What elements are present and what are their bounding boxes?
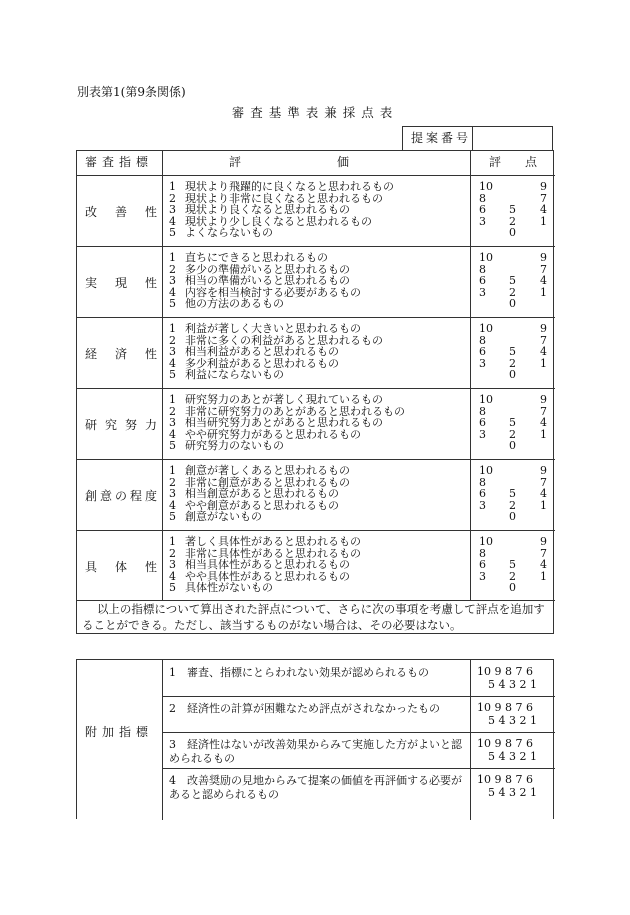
item-text: 多少の準備がいると思われるもの: [185, 262, 350, 276]
item-number: 4: [169, 356, 176, 370]
criterion-name: 改善性: [85, 205, 157, 219]
item-text: 内容を相当検討する必要があるもの: [185, 285, 361, 299]
item-number: 3: [169, 487, 176, 501]
score-option[interactable]: 6: [479, 203, 486, 217]
score-option[interactable]: 10: [479, 180, 493, 193]
item-number: 2: [169, 475, 176, 489]
score-option[interactable]: 6: [479, 558, 486, 572]
item-text: やや具体性があると思われるもの: [185, 569, 350, 583]
score-option[interactable]: 3: [479, 285, 486, 299]
score-option[interactable]: 0: [509, 510, 516, 524]
criterion-name: 実現性: [85, 276, 157, 290]
score-option[interactable]: 5: [509, 558, 516, 572]
score-option[interactable]: 7: [540, 404, 547, 418]
item-number: 4: [169, 214, 176, 228]
additional-item-text: 1 審査、指標にとらわれない効果が認められるもの: [169, 666, 429, 679]
score-option[interactable]: 5: [509, 487, 516, 501]
document-title: 審査基準表兼採点表: [231, 105, 399, 120]
item-text: 多少利益があると思われるもの: [185, 356, 339, 370]
item-number: 5: [169, 510, 176, 524]
score-option[interactable]: 7: [540, 333, 547, 347]
score-option[interactable]: 9: [540, 322, 547, 335]
additional-score-top[interactable]: 10 9 8 7 6: [477, 737, 533, 750]
item-text: 他の方法のあるもの: [185, 297, 284, 311]
criterion-name: 具体性: [85, 560, 157, 574]
score-option[interactable]: 1: [540, 569, 547, 583]
item-number: 4: [169, 427, 176, 441]
score-option[interactable]: 0: [509, 581, 516, 595]
item-text: 現状より良くなると思われるもの: [185, 203, 350, 217]
item-number: 2: [169, 546, 176, 560]
score-option[interactable]: 4: [540, 203, 547, 217]
score-option[interactable]: 6: [479, 487, 486, 501]
item-text: 非常に創意があると思われるもの: [185, 475, 350, 489]
score-option[interactable]: 2: [509, 285, 516, 299]
criteria-table: [76, 150, 554, 634]
item-text: 現状より少し良くなると思われるもの: [185, 214, 372, 228]
score-option[interactable]: 10: [479, 464, 493, 477]
item-text: 創意が著しくあると思われるもの: [185, 464, 350, 477]
score-option[interactable]: 4: [540, 487, 547, 501]
score-option[interactable]: 8: [479, 333, 486, 347]
additional-score-bottom[interactable]: 5 4 3 2 1: [488, 750, 537, 763]
score-option[interactable]: 0: [509, 439, 516, 453]
score-option[interactable]: 10: [479, 535, 493, 548]
item-text: 現状より非常に良くなると思われるもの: [185, 191, 383, 205]
item-text: 相当利益があると思われるもの: [185, 345, 339, 359]
item-text: 相当の準備がいると思われるもの: [185, 274, 350, 288]
item-text: 著しく具体性があると思われるもの: [185, 535, 361, 548]
item-number: 5: [169, 439, 176, 453]
score-option[interactable]: 6: [479, 274, 486, 288]
item-text: 創意がないもの: [185, 510, 262, 524]
additional-item-text: 2 経済性の計算が困難なため評点がされなかったもの: [169, 702, 440, 715]
score-option[interactable]: 8: [479, 191, 486, 205]
score-option[interactable]: 1: [540, 285, 547, 299]
item-text: やや創意があると思われるもの: [185, 498, 339, 512]
score-option[interactable]: 9: [540, 535, 547, 548]
score-option[interactable]: 1: [540, 427, 547, 441]
criterion-name: 創意の程度: [85, 489, 157, 503]
item-number: 4: [169, 285, 176, 299]
item-number: 1: [169, 464, 176, 477]
score-option[interactable]: 0: [509, 226, 516, 240]
item-number: 1: [169, 535, 176, 548]
item-number: 1: [169, 393, 176, 406]
item-number: 1: [169, 251, 176, 264]
score-option[interactable]: 3: [479, 214, 486, 228]
score-option[interactable]: 10: [479, 322, 493, 335]
score-option[interactable]: 5: [509, 416, 516, 430]
additional-criteria-table: [76, 659, 554, 819]
item-number: 1: [169, 180, 176, 193]
score-option[interactable]: 1: [540, 214, 547, 228]
item-text: 現状より飛躍的に良くなると思われるもの: [185, 180, 394, 193]
additional-score-bottom[interactable]: 5 4 3 2 1: [488, 714, 537, 727]
item-number: 2: [169, 404, 176, 418]
score-option[interactable]: 2: [509, 427, 516, 441]
additional-criteria-label: 附加指標: [85, 725, 154, 739]
proposal-number-box: [402, 126, 553, 151]
score-option[interactable]: 2: [509, 356, 516, 370]
score-option[interactable]: 3: [479, 356, 486, 370]
score-option[interactable]: 4: [540, 274, 547, 288]
item-number: 3: [169, 345, 176, 359]
score-option[interactable]: 1: [540, 498, 547, 512]
item-text: 利益が著しく大きいと思われるもの: [185, 322, 361, 335]
score-option[interactable]: 4: [540, 345, 547, 359]
score-option[interactable]: 8: [479, 404, 486, 418]
item-number: 4: [169, 569, 176, 583]
item-number: 2: [169, 333, 176, 347]
appendix-note: 別表第1(第9条関係): [77, 85, 186, 99]
score-option[interactable]: 6: [479, 345, 486, 359]
score-option[interactable]: 3: [479, 498, 486, 512]
score-option[interactable]: 9: [540, 251, 547, 264]
score-option[interactable]: 5: [509, 345, 516, 359]
score-option[interactable]: 7: [540, 191, 547, 205]
score-option[interactable]: 10: [479, 251, 493, 264]
item-number: 5: [169, 368, 176, 382]
item-text: 非常に具体性があると思われるもの: [185, 546, 361, 560]
additional-item-text: 4 改善奨励の見地からみて提案の価値を再評価する必要があると認められるもの: [169, 774, 462, 801]
item-text: 研究努力のないもの: [185, 439, 284, 453]
additional-item-text: 3 経済性はないが改善効果からみて実施した方がよいと認められるもの: [169, 738, 462, 765]
score-option[interactable]: 2: [509, 498, 516, 512]
item-text: 利益にならないもの: [185, 368, 284, 382]
score-option[interactable]: 3: [479, 569, 486, 583]
item-number: 2: [169, 262, 176, 276]
score-option[interactable]: 7: [540, 475, 547, 489]
header-evaluation: 評 価: [229, 155, 350, 169]
item-text: 具体性がないもの: [185, 581, 273, 595]
header-score: 評 点: [489, 155, 538, 169]
score-option[interactable]: 10: [479, 393, 493, 406]
item-number: 3: [169, 416, 176, 430]
score-option[interactable]: 9: [540, 180, 547, 193]
score-option[interactable]: 0: [509, 368, 516, 382]
additional-score-top[interactable]: 10 9 8 7 6: [477, 665, 533, 678]
item-text: 直ちにできると思われるもの: [185, 251, 328, 264]
score-option[interactable]: 9: [540, 464, 547, 477]
item-number: 1: [169, 322, 176, 335]
score-option[interactable]: 9: [540, 393, 547, 406]
criterion-name: 研究努力: [85, 418, 157, 432]
item-text: 研究努力のあとが著しく現れているもの: [185, 393, 383, 406]
score-option[interactable]: 4: [540, 558, 547, 572]
item-number: 5: [169, 581, 176, 595]
score-option[interactable]: 1: [540, 356, 547, 370]
additional-score-top[interactable]: 10 9 8 7 6: [477, 701, 533, 714]
additional-score-top[interactable]: 10 9 8 7 6: [477, 773, 533, 786]
item-number: 5: [169, 226, 176, 240]
additional-score-bottom[interactable]: 5 4 3 2 1: [488, 678, 537, 691]
item-text: やや研究努力があると思われるもの: [185, 427, 361, 441]
score-option[interactable]: 6: [479, 416, 486, 430]
item-text: 非常に多くの利益があると思われるもの: [185, 333, 383, 347]
score-option[interactable]: 8: [479, 546, 486, 560]
score-option[interactable]: 5: [509, 203, 516, 217]
item-number: 4: [169, 498, 176, 512]
score-option[interactable]: 4: [540, 416, 547, 430]
item-number: 3: [169, 558, 176, 572]
score-option[interactable]: 2: [509, 569, 516, 583]
item-number: 3: [169, 274, 176, 288]
item-number: 5: [169, 297, 176, 311]
item-text: 相当創意があると思われるもの: [185, 487, 339, 501]
additional-score-bottom[interactable]: 5 4 3 2 1: [488, 786, 537, 799]
score-option[interactable]: 3: [479, 427, 486, 441]
header-criterion: 審査指標: [85, 155, 154, 169]
score-option[interactable]: 8: [479, 475, 486, 489]
score-option[interactable]: 0: [509, 297, 516, 311]
score-option[interactable]: 8: [479, 262, 486, 276]
score-option[interactable]: 7: [540, 546, 547, 560]
item-number: 2: [169, 191, 176, 205]
score-option[interactable]: 2: [509, 214, 516, 228]
item-text: よくならないもの: [185, 226, 273, 240]
score-option[interactable]: 7: [540, 262, 547, 276]
footnote-text: 以上の指標について算出された評点について、さらに次の事項を考慮して評点を追加することができる。ただし、該当するものがない場合は、その必要はない。: [82, 602, 545, 632]
item-text: 非常に研究努力のあとがあると思われるもの: [185, 404, 405, 418]
item-text: 相当研究努力あとがあると思われるもの: [185, 416, 383, 430]
score-option[interactable]: 5: [509, 274, 516, 288]
proposal-number-label: 提案番号: [411, 131, 472, 145]
criterion-name: 経済性: [85, 347, 157, 361]
item-number: 3: [169, 203, 176, 217]
item-text: 相当具体性があると思われるもの: [185, 558, 350, 572]
